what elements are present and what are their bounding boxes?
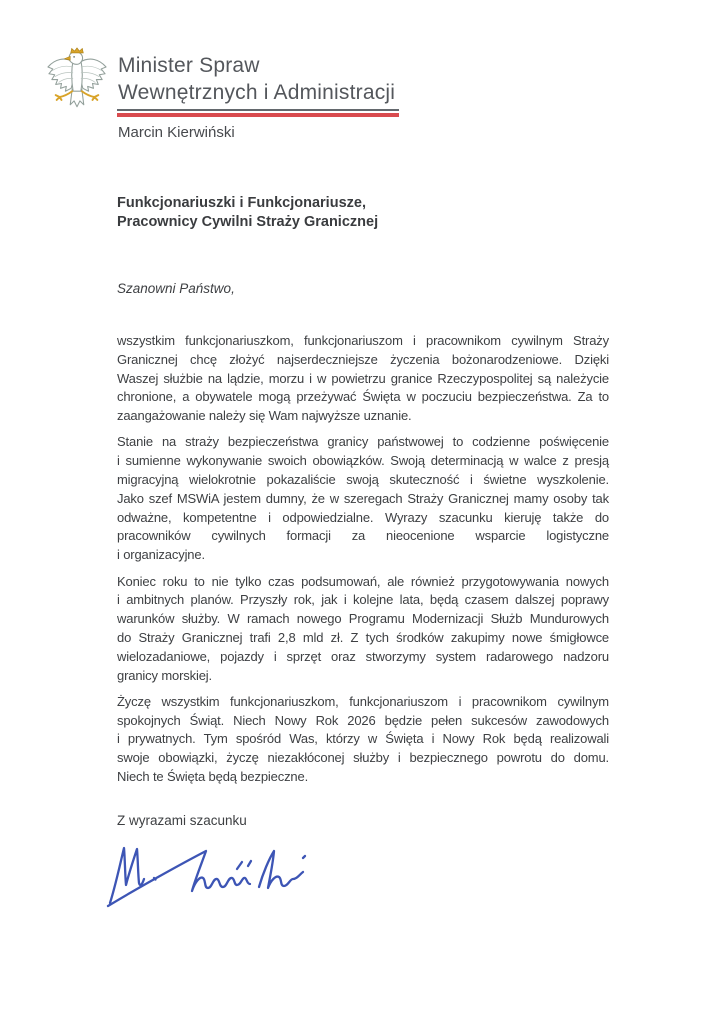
body-line: do Straży Granicznej trafi 2,8 mld zł. Z tych środków zakupimy nowe śmigłowce	[117, 629, 609, 645]
letter-body	[117, 332, 609, 794]
body-line: migracyjną wielokrotnie pokazaliście swoją skuteczność i świetne wyszkolenie.	[117, 472, 609, 488]
signature-svg	[96, 832, 336, 912]
ministry-title	[118, 53, 395, 106]
body-line: odważne, kompetentne i odpowiedzialne. Wyrazy szacunku kieruję także do	[117, 509, 609, 525]
closing-phrase: Z wyrazami szacunku	[117, 813, 247, 828]
paragraph-4	[117, 693, 609, 787]
body-line: i prywatnych. Tym spośród Was, którzy w Święta i Nowy Rok będą realizowali	[117, 731, 609, 747]
body-line: zaangażowanie należy się Wam najwyższe uznanie.	[117, 408, 412, 424]
signature-handwriting	[96, 832, 336, 912]
body-line: granicy morskiej.	[117, 667, 212, 683]
flag-divider-red-line	[117, 113, 399, 118]
polish-eagle-svg	[46, 47, 108, 118]
addressee-line1: Funkcjonariuszki i Funkcjonariusze,	[117, 195, 366, 211]
ministry-title-line2: Wewnętrznych i Administracji	[118, 80, 396, 104]
body-line: Waszej służbie na lądzie, morzu i w powietrzu granice Rzeczypospolitej są należycie	[117, 370, 609, 386]
body-line: i sumienne wykonywanie swoich obowiązków. Swoją determinacją w walce z presją	[117, 453, 609, 469]
paragraph-2	[117, 433, 609, 565]
body-line: Stanie na straży bezpieczeństwa granicy państwowej to codzienne poświęcenie	[117, 434, 609, 450]
salutation: Szanowni Państwo,	[117, 281, 235, 296]
body-line: swoje obowiązki, życzę niezakłóconej służby i bezpiecznego powrotu do domu.	[117, 750, 609, 766]
ministry-title-line1: Minister Spraw	[118, 54, 260, 77]
body-line: i organizacyjne.	[117, 547, 205, 563]
body-line: chronione, a obywatele mogą przeżywać Święta w poczuciu bezpieczeństwa. Za to	[117, 389, 609, 405]
addressee-line2: Pracownicy Cywilni Straży Granicznej	[117, 213, 379, 230]
polish-eagle-emblem-icon	[46, 47, 108, 118]
flag-divider	[117, 109, 399, 117]
body-line: Niech te Święta będą bezpieczne.	[117, 769, 309, 785]
minister-name: Marcin Kierwiński	[118, 124, 235, 141]
body-line: Jako szef MSWiA jestem dumny, że w szeregach Straży Granicznej mamy osoby tak	[117, 490, 609, 506]
body-line: wszystkim funkcjonariuszkom, funkcjonariuszom i pracownikom cywilnym Straży	[117, 333, 609, 348]
paragraph-1	[117, 332, 609, 426]
body-line: Koniec roku to nie tylko czas podsumowań, ale również przygotowywania nowych	[117, 573, 609, 589]
body-line: spokojnych Świąt. Niech Nowy Rok 2026 będzie pełen sukcesów zawodowych	[117, 712, 609, 728]
paragraph-3	[117, 573, 609, 686]
body-line: pracowników cywilnych formacji za nieocenione wsparcie logistyczne	[117, 528, 609, 544]
body-line: Życzę wszystkim funkcjonariuszkom, funkcjonariuszom i pracownikom cywilnym	[117, 693, 609, 709]
body-line: Granicznej chcę złożyć najserdeczniejsze życzenia bożonarodzeniowe. Dzięki	[117, 351, 609, 367]
addressee-heading	[117, 194, 378, 231]
body-line: i ambitnych planów. Przyszły rok, jak i kolejne lata, będą czasem dalszej poprawy	[117, 592, 609, 608]
body-line: wielozadaniowe, pojazdy i sprzęt oraz stworzymy system radarowego nadzoru	[117, 648, 609, 664]
body-line: warunków służby. W ramach nowego Programu Modernizacji Służb Mundurowych	[117, 611, 609, 627]
